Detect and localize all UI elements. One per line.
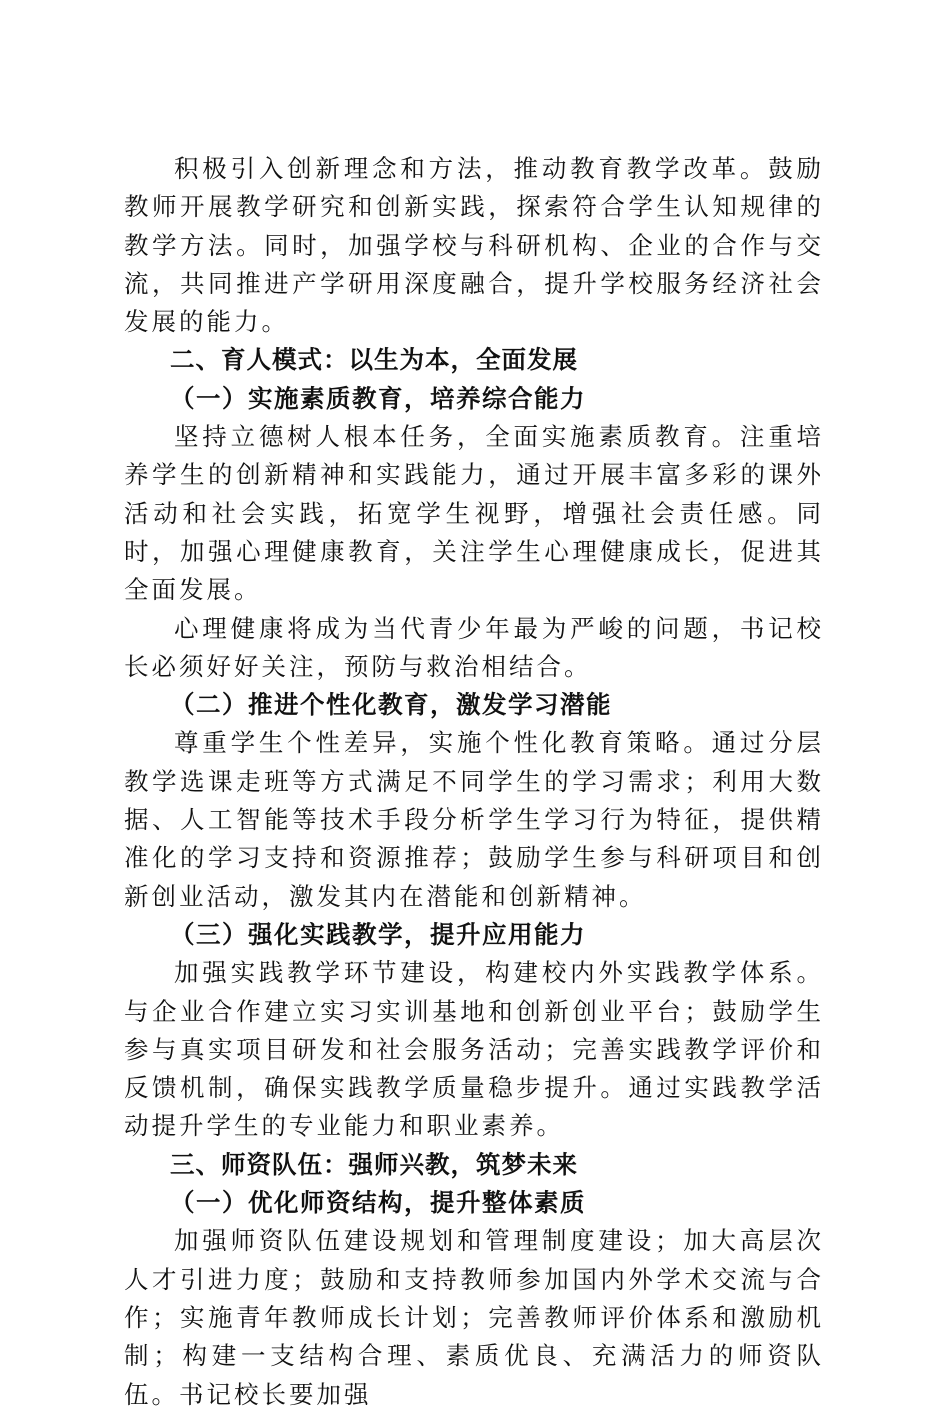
subheading-personalized-education: （二）推进个性化教育，激发学习潜能	[170, 690, 612, 720]
paragraph-personalized-education: 尊重学生个性差异，实施个性化教育策略。通过分层教学选课走班等方式满足不同学生的学习需求；利用大数据、人工智能等技术手段分析学生学习行为特征，提供精准化的学习支持和资源推荐；鼓励学生参与科研项目和创新创业活动，激发其内在潜能和创新精神。	[124, 728, 824, 911]
paragraph-mental-health: 心理健康将成为当代青少年最为严峻的问题，书记校长必须好好关注，预防与救治相结合。	[124, 613, 824, 681]
section-heading-faculty: 三、师资队伍：强师兴教，筑梦未来	[170, 1149, 578, 1179]
section-heading-education-model: 二、育人模式：以生为本，全面发展	[170, 345, 578, 375]
paragraph-faculty-structure: 加强师资队伍建设规划和管理制度建设；加大高层次人才引进力度；鼓励和支持教师参加国内外学术交流与合作；实施青年教师成长计划；完善教师评价体系和激励机制；构建一支结构合理、素质优良、充满活力的师资队伍。书记校长要加强	[124, 1226, 824, 1409]
subheading-practice-teaching: （三）强化实践教学，提升应用能力	[170, 919, 586, 949]
paragraph-reform: 积极引入创新理念和方法，推动教育教学改革。鼓励教师开展教学研究和创新实践，探索符合学生认知规律的教学方法。同时，加强学校与科研机构、企业的合作与交流，共同推进产学研用深度融合，提升学校服务经济社会发展的能力。	[124, 154, 824, 337]
paragraph-practice-teaching: 加强实践教学环节建设，构建校内外实践教学体系。与企业合作建立实习实训基地和创新创业平台；鼓励学生参与真实项目研发和社会服务活动；完善实践教学评价和反馈机制，确保实践教学质量稳步提升。通过实践教学活动提升学生的专业能力和职业素养。	[124, 958, 824, 1141]
subheading-faculty-structure: （一）优化师资结构，提升整体素质	[170, 1188, 586, 1218]
subheading-quality-education: （一）实施素质教育，培养综合能力	[170, 383, 586, 413]
paragraph-quality-education: 坚持立德树人根本任务，全面实施素质教育。注重培养学生的创新精神和实践能力，通过开展丰富多彩的课外活动和社会实践，拓宽学生视野，增强社会责任感。同时，加强心理健康教育，关注学生心理健康成长，促进其全面发展。	[124, 422, 824, 605]
document-body	[124, 150, 824, 1414]
